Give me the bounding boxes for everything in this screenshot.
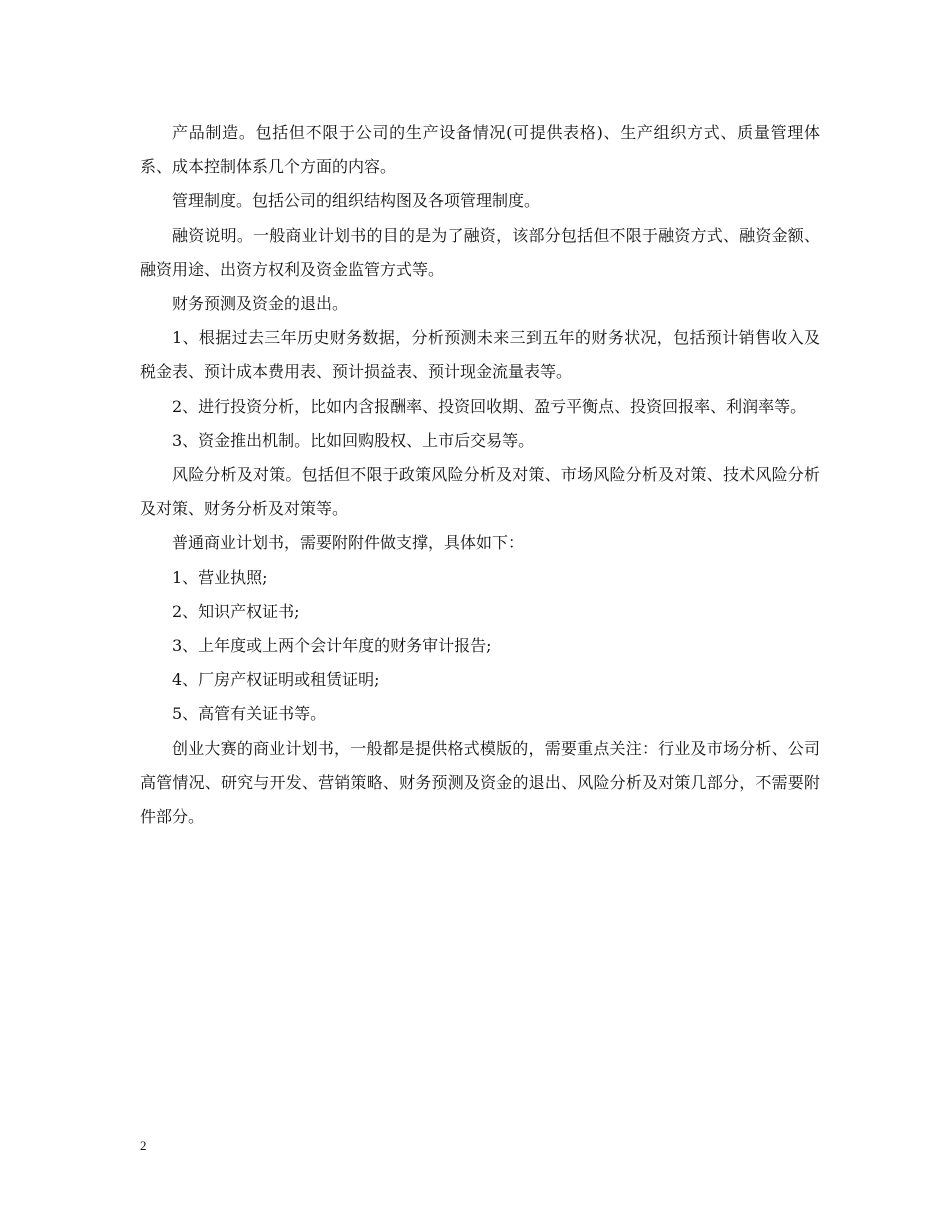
paragraph-forecast-item-1: 1、根据过去三年历史财务数据，分析预测未来三到五年的财务状况，包括预计销售收入及税金表、预计成本费用表、预计损益表、预计现金流量表等。	[140, 328, 820, 382]
paragraph-attachment-1: 1、营业执照;	[172, 567, 268, 587]
paragraph-attachment-3: 3、上年度或上两个会计年度的财务审计报告;	[172, 636, 492, 656]
paragraph-forecast-item-2: 2、进行投资分析，比如内含报酬率、投资回收期、盈亏平衡点、投资回报率、利润率等。	[172, 396, 807, 416]
paragraph-product-manufacturing: 产品制造。包括但不限于公司的生产设备情况(可提供表格)、生产组织方式、质量管理体系、成本控制体系几个方面的内容。	[140, 123, 820, 177]
paragraph-financial-forecast-heading: 财务预测及资金的退出。	[172, 294, 349, 314]
paragraph-management-system: 管理制度。包括公司的组织结构图及各项管理制度。	[172, 191, 541, 211]
paragraph-competition-plan: 创业大赛的商业计划书，一般都是提供格式模版的，需要重点关注：行业及市场分析、公司高管情况、研究与开发、营销策略、财务预测及资金的退出、风险分析及对策几部分，不需要附件部分。	[140, 738, 820, 827]
paragraph-attachment-4: 4、厂房产权证明或租赁证明;	[172, 670, 380, 690]
paragraph-attachments-intro: 普通商业计划书，需要附附件做支撑，具体如下：	[172, 533, 525, 553]
paragraph-attachment-2: 2、知识产权证书;	[172, 601, 300, 621]
paragraph-financing: 融资说明。一般商业计划书的目的是为了融资，该部分包括但不限于融资方式、融资金额、融资用途、出资方权利及资金监管方式等。	[140, 225, 820, 279]
paragraph-forecast-item-3: 3、资金推出机制。比如回购股权、上市后交易等。	[172, 430, 535, 450]
paragraph-risk-analysis: 风险分析及对策。包括但不限于政策风险分析及对策、市场风险分析及对策、技术风险分析及对策、财务分析及对策等。	[140, 465, 820, 519]
paragraph-attachment-5: 5、高管有关证书等。	[172, 704, 327, 724]
page-number: 2	[140, 1138, 147, 1153]
document-body	[140, 116, 820, 834]
